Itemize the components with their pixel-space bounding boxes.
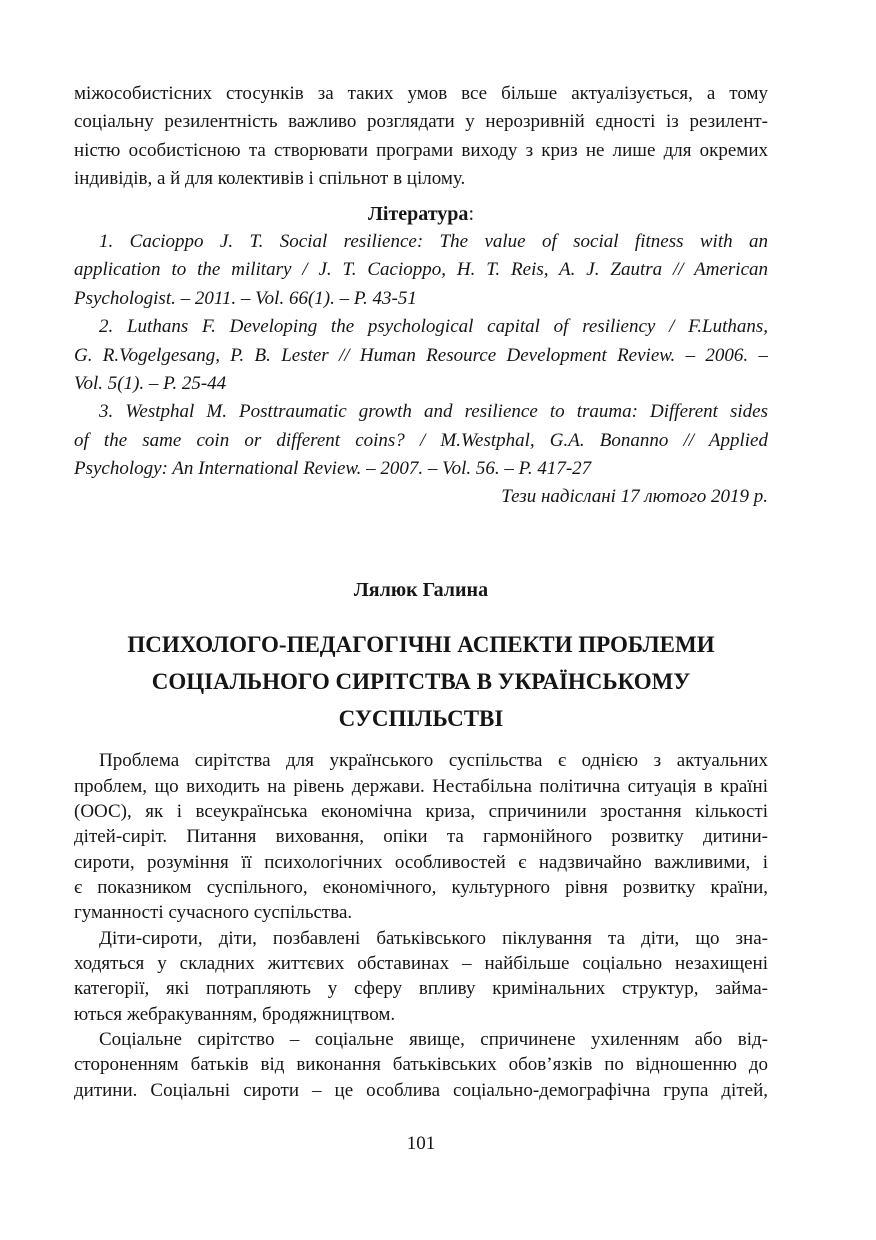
body-paragraph-3 (74, 1027, 768, 1103)
text-line: ПСИХОЛОГО-ПЕДАГОГІЧНІ АСПЕКТИ ПРОБЛЕМИ (127, 632, 715, 658)
text-line: application to the military / J. T. Cacioppo, H. T. Reis, A. J. Zautra // American (74, 259, 768, 281)
text-line: стороненням батьків від виконання батьківських обов’язків по відношенню до (74, 1054, 768, 1076)
text-line: категорії, які потрапляють у сферу впливу кримінальних структур, займа- (74, 978, 768, 1000)
text-line: індивідів, а й для колективів і спільнот в цілому. (74, 168, 466, 190)
text-line: ходяться у складних життєвих обставинах – найбільше соціально незахищені (74, 953, 768, 974)
reference-item-3 (74, 398, 768, 483)
text-line: міжособистісних стосунків за таких умов все більше актуалізується, а тому (74, 83, 768, 104)
submission-note: Тези надіслані 17 лютого 2019 р. (501, 486, 768, 508)
text-line: дитини. Соціальні сироти – це особлива соціально-демографічна група дітей, (74, 1079, 768, 1101)
text-line: (ООС), як і всеукраїнська економічна криза, спричинили зростання кількості (74, 800, 768, 822)
text-line: сироти, розуміння її психологічних особливостей є надзвичайно важливими, і (74, 851, 768, 873)
text-line: ністю особистісною та створювати програми виходу з криз не лише для окремих (74, 139, 768, 161)
reference-item-1 (74, 228, 768, 313)
text-line: of the same coin or different coins? / M.Westphal, G.A. Bonanno // Applied (74, 429, 768, 451)
text-line: Соціальне сирітство – соціальне явище, спричинене ухиленням або від- (99, 1029, 768, 1051)
text-line: соціальну резилентність важливо розглядати у нерозривній єдності із резилент- (74, 111, 768, 133)
text-line: Psychology: An International Review. – 2007. – Vol. 56. – P. 417-27 (74, 458, 592, 480)
text-line: G. R.Vogelgesang, P. B. Lester // Human Resource Development Review. – 2006. – (74, 344, 768, 366)
reference-item-2 (74, 313, 768, 398)
text-line: 2. Luthans F. Developing the psychological capital of resiliency / F.Luthans, (99, 316, 768, 338)
text-line: 3. Westphal M. Posttraumatic growth and resilience to trauma: Different sides (99, 401, 768, 423)
page-content (74, 80, 768, 1103)
text-line: 1. Cacioppo J. T. Social resilience: The value of social fitness with an (99, 230, 768, 252)
body-paragraph-1 (74, 748, 768, 925)
references-heading (74, 200, 768, 228)
page-number: 101 (406, 1133, 436, 1154)
text-line: СОЦІАЛЬНОГО СИРІТСТВА В УКРАЇНСЬКОМУ (151, 669, 691, 695)
text-line: гуманності сучасного суспільства. (74, 902, 353, 924)
text-line: ються жебракуванням, бродяжництвом. (74, 1003, 396, 1025)
references-heading-label: Література (367, 202, 469, 225)
text-line: Проблема сирітства для українського суспільства є однією з актуальних (99, 750, 768, 772)
text-line: є показником суспільного, економічного, культурного рівня розвитку країни, (74, 876, 768, 898)
text-line: проблем, що виходить на рівень держави. Нестабільна політична ситуація в країні (74, 775, 768, 797)
article-body (74, 748, 768, 1103)
text-line: дітей-сиріт. Питання виховання, опіки та гармонійного розвитку дитини- (74, 826, 768, 848)
article-author: Лялюк Галина (353, 578, 489, 601)
references-list (74, 228, 768, 484)
references-heading-colon: : (468, 202, 474, 225)
text-line: Psychologist. – 2011. – Vol. 66(1). – P. 43-51 (74, 287, 417, 309)
text-line: Vol. 5(1). – P. 25-44 (74, 372, 227, 394)
article-title (74, 626, 768, 737)
text-line: СУСПІЛЬСТВІ (338, 706, 504, 732)
text-line: Діти-сироти, діти, позбавлені батьківського піклування та діти, що зна- (99, 927, 768, 949)
intro-paragraph (74, 80, 768, 194)
body-paragraph-2 (74, 926, 768, 1027)
